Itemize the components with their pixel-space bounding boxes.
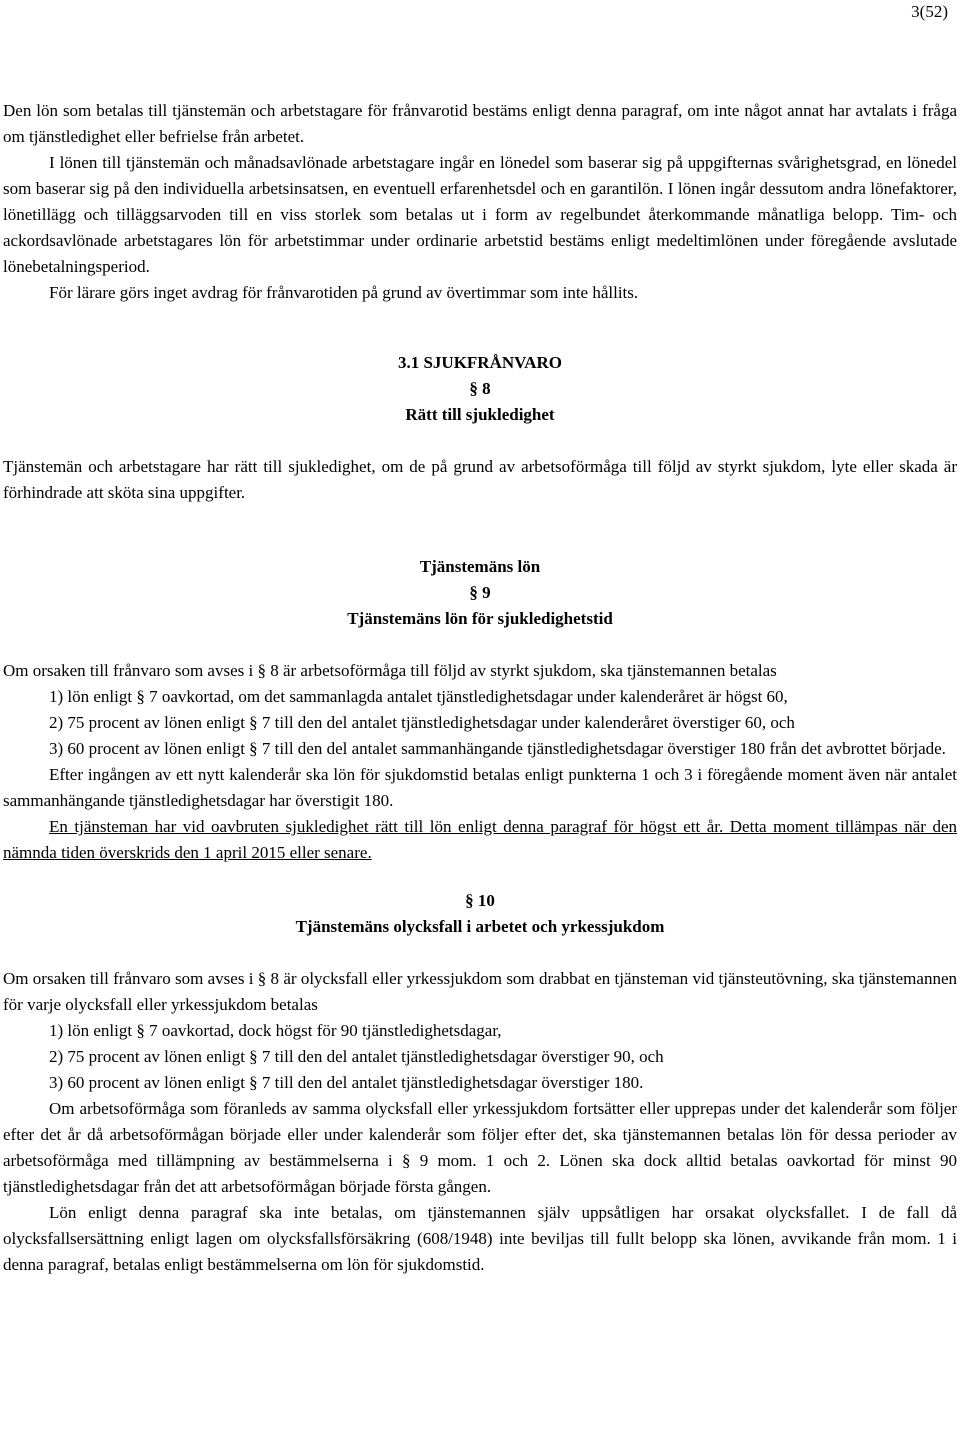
intro-paragraph-3: För lärare görs inget avdrag för frånvarotiden på grund av övertimmar som inte hållits. [49, 283, 639, 302]
section-9-intro: Om orsaken till frånvaro som avses i § 8 är arbetsoförmåga till följd av styrkt sjukdom, ska tjänstemannen betalas [3, 661, 777, 680]
document-body [3, 98, 957, 1278]
section-title-9: Tjänstemäns lön för sjukledighetstid [347, 609, 613, 628]
paragraph-number-10: § 10 [465, 891, 495, 910]
section-title-10: Tjänstemäns olycksfall i arbetet och yrkessjukdom [295, 917, 665, 936]
paragraph-number-9: § 9 [469, 583, 491, 602]
paragraph-number-8: § 8 [469, 379, 491, 398]
intro-paragraph-1: Den lön som betalas till tjänstemän och arbetstagare för frånvarotid bestäms enligt denna paragraf, om inte något annat har avtalats i fråga om tjänstledighet eller befrielse från arbetet. [3, 101, 957, 146]
section-9-amendment: En tjänsteman har vid oavbruten sjukledighet rätt till lön enligt denna paragraf för högst ett år. Detta moment tillämpas när den nämnda tiden överskrids den 1 april 2015 eller senare. [3, 817, 957, 862]
section-10-paragraph-2: Om arbetsoförmåga som föranleds av samma olycksfall eller yrkessjukdom fortsätter eller upprepas under det kalenderår som följer efter det år då arbetsoförmågan började eller under kalenderår som följer efter det, ska tjänstemannen betalas lön för dessa perioder av arbetsoförmåga med tillämpning av bestämmelserna i § 9 mom. 1 och 2. Lönen ska dock alltid betalas oavkortad för minst 90 tjänstledighetsdagar från det att arbetsoförmågan började första gången. [3, 1099, 957, 1196]
page-number: 3(52) [911, 2, 948, 21]
section-10-item-3: 3) 60 procent av lönen enligt § 7 till den del antalet tjänstledighetsdagar överstiger 180. [49, 1073, 644, 1092]
chapter-heading-loen: Tjänstemäns lön [419, 557, 541, 576]
section-8-text: Tjänstemän och arbetstagare har rätt till sjukledighet, om de på grund av arbetsoförmåga till följd av styrkt sjukdom, lyte eller skada är förhindrade att sköta sina uppgifter. [3, 457, 957, 502]
intro-paragraph-2: I lönen till tjänstemän och månadsavlönade arbetstagare ingår en lönedel som baserar sig på uppgifternas svårighetsgrad, en lönedel som baserar sig på den individuella arbetsinsatsen, en eventuell erfarenhetsdel och en garantilön. I lönen ingår dessutom andra lönefaktorer, lönetillägg och tilläggsarvoden till en viss storlek som betalas ut i form av regelbundet återkommande månatliga belopp. Tim- och ackordsavlönade arbetstagares lön för arbetstimmar under ordinarie arbetstid bestäms enligt medeltimlönen under föregående avslutade lönebetalningsperiod. [3, 153, 957, 276]
section-9-after: Efter ingången av ett nytt kalenderår ska lön för sjukdomstid betalas enligt punkterna 1 och 3 i föregående moment även när antalet sammanhängande tjänstledighetsdagar har överstigit 180. [3, 765, 957, 810]
section-9-item-1: 1) lön enligt § 7 oavkortad, om det sammanlagda antalet tjänstledighetsdagar under kalenderåret är högst 60, [49, 687, 788, 706]
section-title-8: Rätt till sjukledighet [405, 405, 555, 424]
section-10-item-1: 1) lön enligt § 7 oavkortad, dock högst för 90 tjänstledighetsdagar, [49, 1021, 502, 1040]
section-10-intro: Om orsaken till frånvaro som avses i § 8 är olycksfall eller yrkessjukdom som drabbat en tjänsteman vid tjänsteutövning, ska tjänstemannen för varje olycksfall eller yrkessjukdom betalas [3, 969, 957, 1014]
section-9-item-3: 3) 60 procent av lönen enligt § 7 till den del antalet sammanhängande tjänstledighetsdagar överstiger 180 från det avbrottet började. [49, 739, 946, 758]
chapter-heading-3-1: 3.1 SJUKFRÅNVARO [397, 353, 563, 372]
section-9-item-2: 2) 75 procent av lönen enligt § 7 till den del antalet tjänstledighetsdagar under kalenderåret överstiger 60, och [49, 713, 795, 732]
section-10-item-2: 2) 75 procent av lönen enligt § 7 till den del antalet tjänstledighetsdagar överstiger 90, och [49, 1047, 664, 1066]
section-10-paragraph-3: Lön enligt denna paragraf ska inte betalas, om tjänstemannen själv uppsåtligen har orsakat olycksfallet. I de fall då olycksfallsersättning enligt lagen om olycksfallsförsäkring (608/1948) inte beviljas till fullt belopp ska lönen, avvikande från mom. 1 i denna paragraf, betalas enligt bestämmelserna om lön för sjukdomstid. [3, 1203, 957, 1274]
